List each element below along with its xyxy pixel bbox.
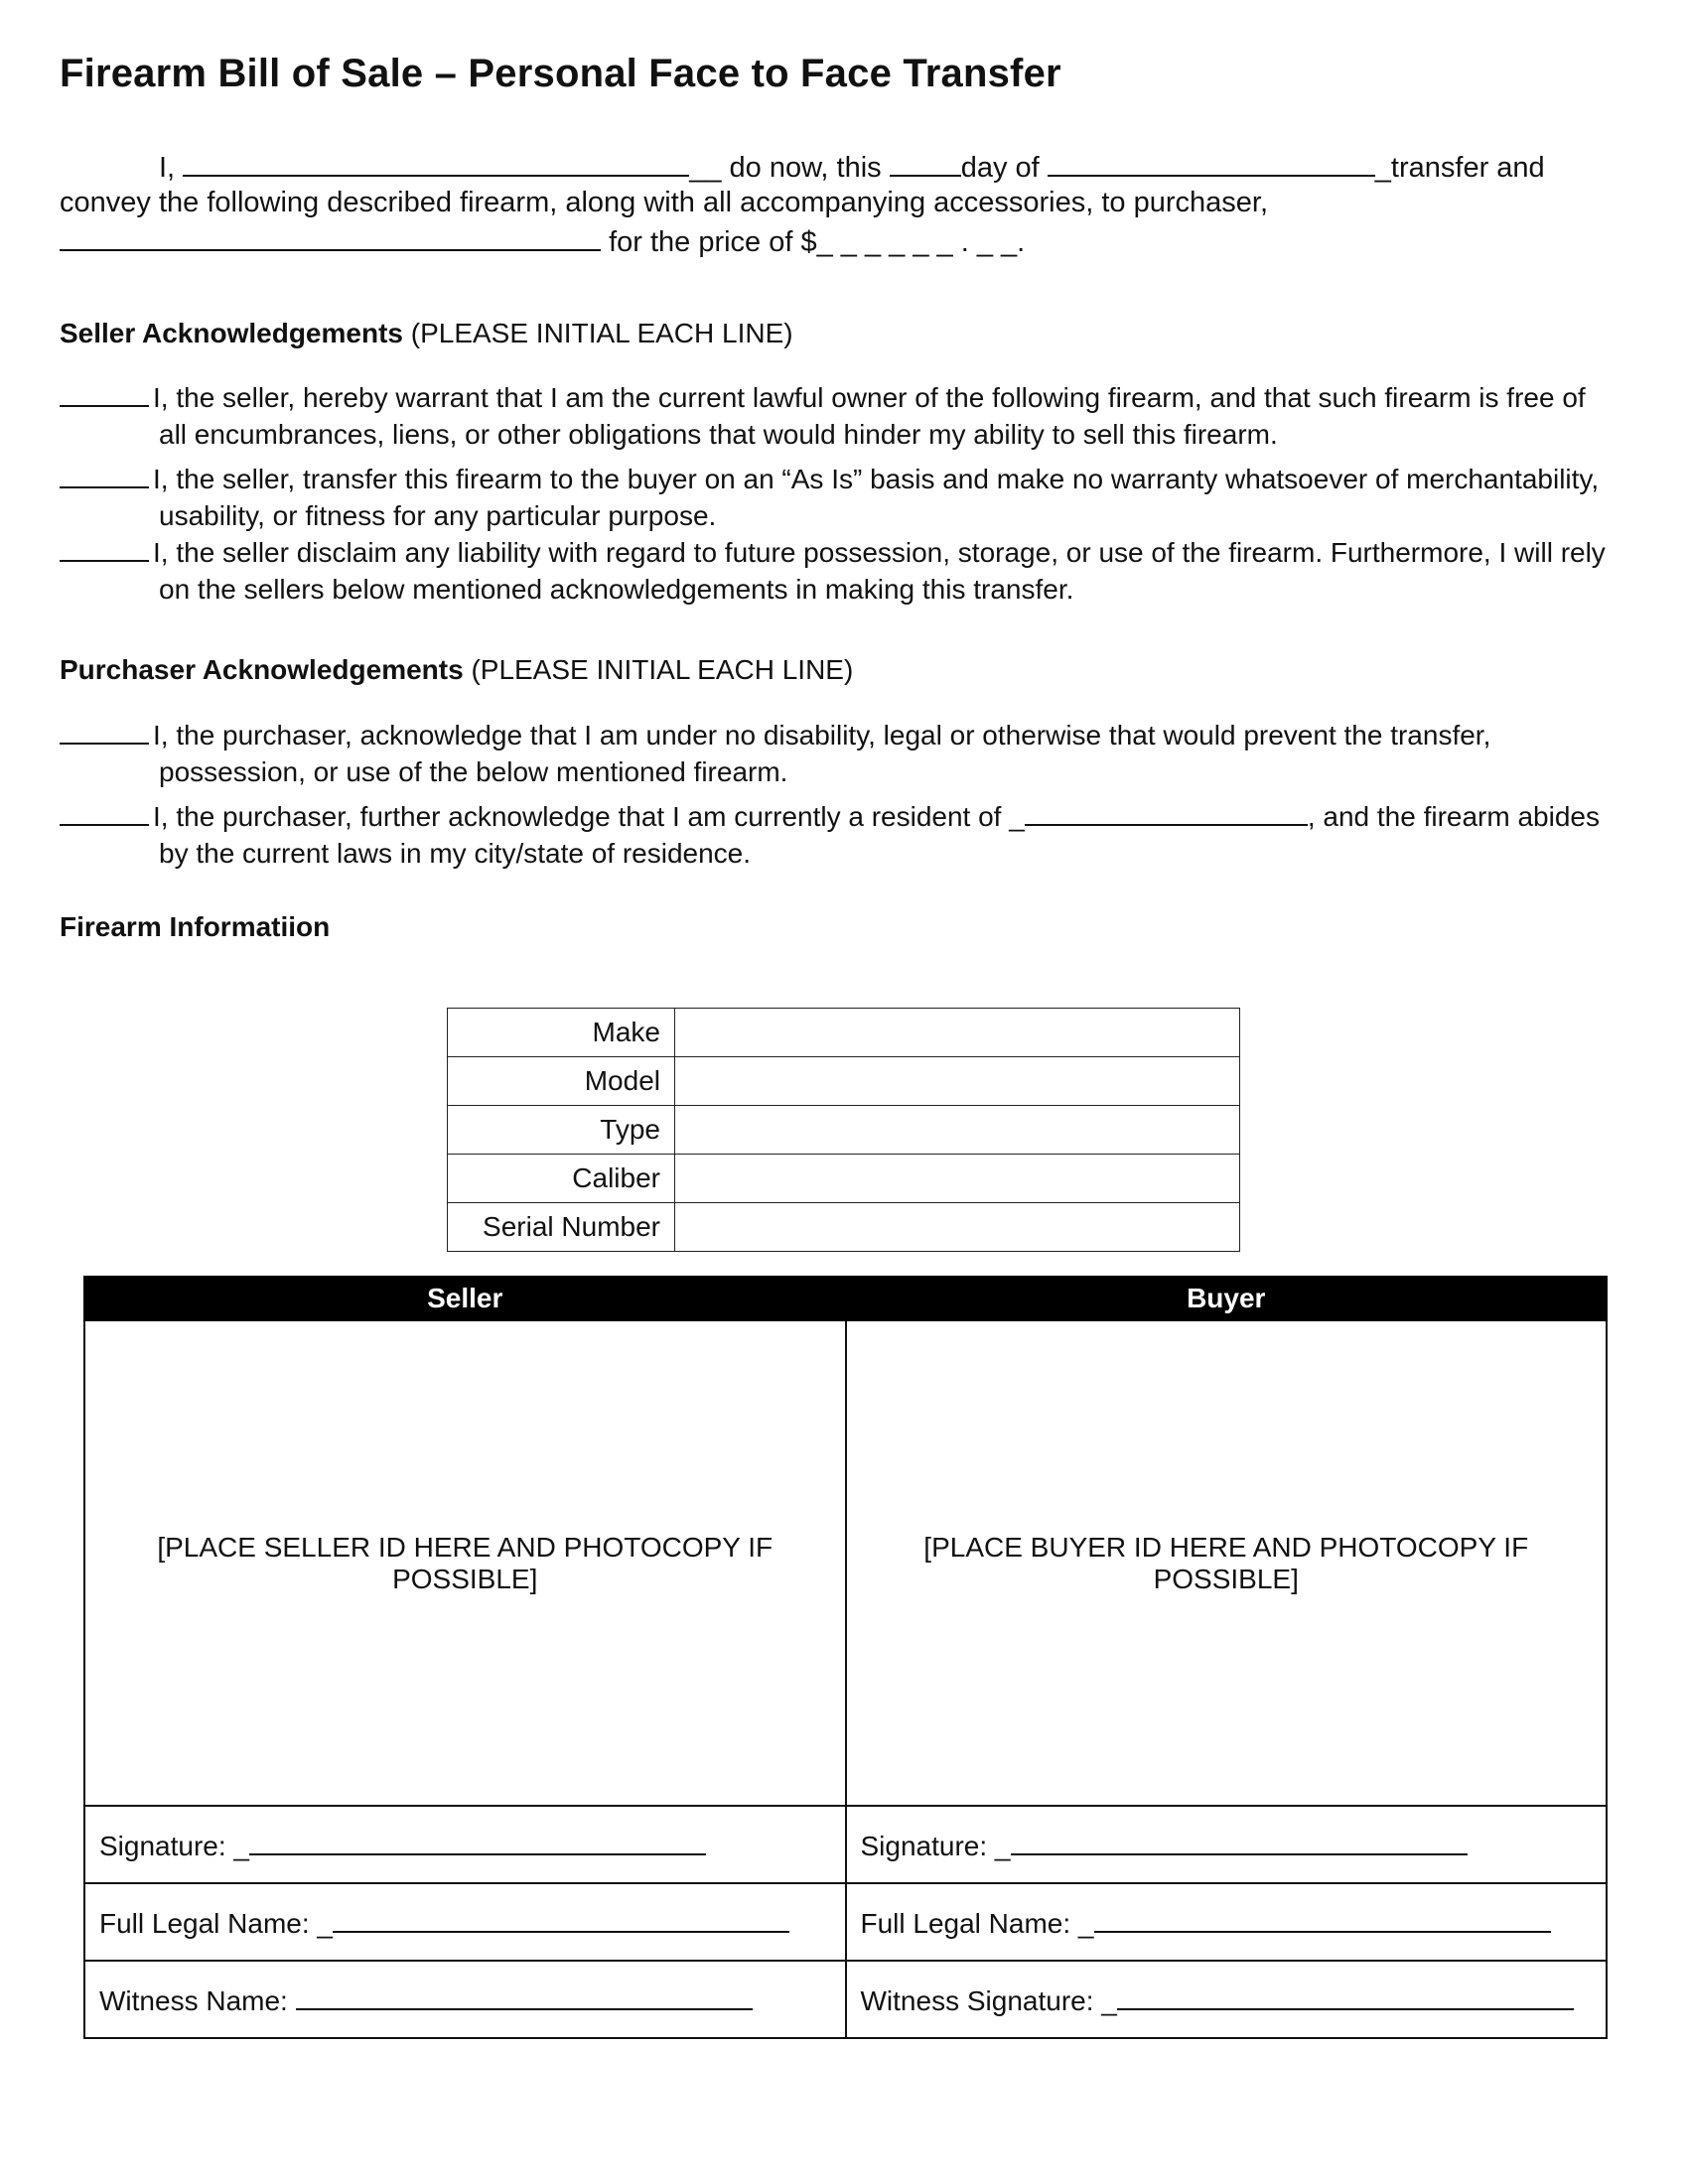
seller-name-cell	[84, 1883, 846, 1961]
firearm-serial-field[interactable]	[675, 1203, 1240, 1252]
day-blank[interactable]	[890, 147, 961, 177]
ack-text: I, the seller disclaim any liability with regard to future possession, storage, or use of the firearm. Furthermore, I will rely	[153, 537, 1606, 568]
initial-blank[interactable]	[60, 717, 149, 745]
seller-ack-item	[60, 534, 1648, 608]
buyer-name-line[interactable]	[1094, 1905, 1551, 1933]
initial-blank[interactable]	[60, 461, 149, 488]
firearm-make-field[interactable]	[675, 1009, 1240, 1057]
firearm-row	[448, 1057, 1240, 1106]
purchaser-ack-title: Purchaser Acknowledgements	[60, 654, 464, 685]
seller-witness-cell	[84, 1961, 846, 2038]
seller-signature-cell	[84, 1806, 846, 1883]
firearm-field-label: Caliber	[448, 1155, 675, 1203]
buyer-id-box[interactable]: [PLACE BUYER ID HERE AND PHOTOCOPY IF POSSIBLE]	[846, 1320, 1608, 1806]
seller-ack-item	[60, 379, 1648, 453]
intro-day-of: day of	[960, 152, 1040, 184]
seller-witness-label: Witness Name:	[99, 1984, 288, 2016]
ack-text-cont: by the current laws in my city/state of residence.	[159, 838, 752, 869]
seller-ack-title: Seller Acknowledgements	[60, 318, 403, 348]
ack-text-cont: all encumbrances, liens, or other obligations that would hinder my ability to sell this firearm.	[159, 419, 1278, 450]
firearm-row	[448, 1009, 1240, 1057]
ack-text-end: , and the firearm abides	[1307, 801, 1600, 832]
month-blank[interactable]	[1048, 147, 1375, 177]
firearm-model-field[interactable]	[675, 1057, 1240, 1106]
seller-ack-note: (PLEASE INITIAL EACH LINE)	[410, 318, 793, 348]
residence-blank[interactable]	[1025, 796, 1308, 826]
buyer-witness-cell	[846, 1961, 1608, 2038]
firearm-field-label: Type	[448, 1106, 675, 1155]
ack-text: I, the purchaser, acknowledge that I am under no disability, legal or otherwise that would prevent the transfer,	[153, 720, 1491, 751]
intro-do-now: __ do now, this	[689, 152, 882, 184]
ack-text-cont: on the sellers below mentioned acknowledgements in making this transfer.	[159, 574, 1074, 605]
ack-text: I, the purchaser, further acknowledge that I am currently a resident of _	[153, 801, 1025, 832]
buyer-signature-cell	[846, 1806, 1608, 1883]
seller-signature-label: Signature: _	[99, 1830, 249, 1861]
firearm-info-heading: Firearm Informatiion	[60, 911, 331, 942]
id-signature-table	[83, 1276, 1608, 2039]
seller-name-blank[interactable]	[183, 147, 689, 177]
purchaser-ack-item	[60, 796, 1648, 872]
firearm-row	[448, 1155, 1240, 1203]
firearm-field-label: Serial Number	[448, 1203, 675, 1252]
ack-text-cont: usability, or fitness for any particular purpose.	[159, 500, 717, 531]
firearm-info-table	[447, 1008, 1240, 1252]
seller-ack-heading	[60, 318, 793, 349]
buyer-signature-line[interactable]	[1011, 1828, 1468, 1855]
intro-i: I,	[159, 152, 176, 184]
initial-blank[interactable]	[60, 534, 149, 562]
firearm-type-field[interactable]	[675, 1106, 1240, 1155]
purchaser-ack-heading	[60, 654, 853, 686]
buyer-name-cell	[846, 1883, 1608, 1961]
ack-text: I, the seller, hereby warrant that I am the current lawful owner of the following firearm, and that such firearm is free of	[153, 382, 1586, 413]
initial-blank[interactable]	[60, 798, 149, 826]
firearm-row	[448, 1106, 1240, 1155]
buyer-signature-label: Signature: _	[860, 1830, 1011, 1861]
seller-witness-line[interactable]	[296, 1982, 753, 2010]
seller-name-label: Full Legal Name: _	[99, 1907, 334, 1939]
firearm-field-label: Model	[448, 1057, 675, 1106]
firearm-row	[448, 1203, 1240, 1252]
firearm-caliber-field[interactable]	[675, 1155, 1240, 1203]
firearm-field-label: Make	[448, 1009, 675, 1057]
document-title: Firearm Bill of Sale – Personal Face to Face Transfer	[60, 52, 1061, 95]
purchaser-ack-note: (PLEASE INITIAL EACH LINE)	[471, 654, 854, 685]
buyer-column-header: Buyer	[846, 1277, 1608, 1320]
intro-paragraph	[60, 147, 1648, 187]
purchaser-ack-item	[60, 717, 1648, 790]
buyer-name-label: Full Legal Name: _	[860, 1907, 1094, 1939]
seller-id-box[interactable]: [PLACE SELLER ID HERE AND PHOTOCOPY IF POSSIBLE]	[84, 1320, 846, 1806]
buyer-witness-line[interactable]	[1117, 1982, 1574, 2010]
seller-signature-line[interactable]	[249, 1828, 706, 1855]
intro-price: for the price of $_ _ _ _ _ _ . _ _.	[609, 226, 1026, 258]
initial-blank[interactable]	[60, 379, 149, 407]
purchaser-name-blank[interactable]	[60, 221, 601, 251]
buyer-witness-label: Witness Signature: _	[860, 1984, 1117, 2016]
seller-ack-item	[60, 461, 1648, 534]
intro-line-3	[60, 221, 1648, 261]
intro-transfer-and: _transfer and	[1374, 152, 1545, 184]
ack-text-cont: possession, or use of the below mentioned firearm.	[159, 756, 788, 787]
ack-text: I, the seller, transfer this firearm to the buyer on an “As Is” basis and make no warranty whatsoever of merchantability,	[153, 464, 1600, 494]
intro-line-2: convey the following described firearm, along with all accompanying accessories, to purchaser,	[60, 187, 1269, 218]
seller-column-header: Seller	[84, 1277, 846, 1320]
seller-name-line[interactable]	[333, 1905, 789, 1933]
